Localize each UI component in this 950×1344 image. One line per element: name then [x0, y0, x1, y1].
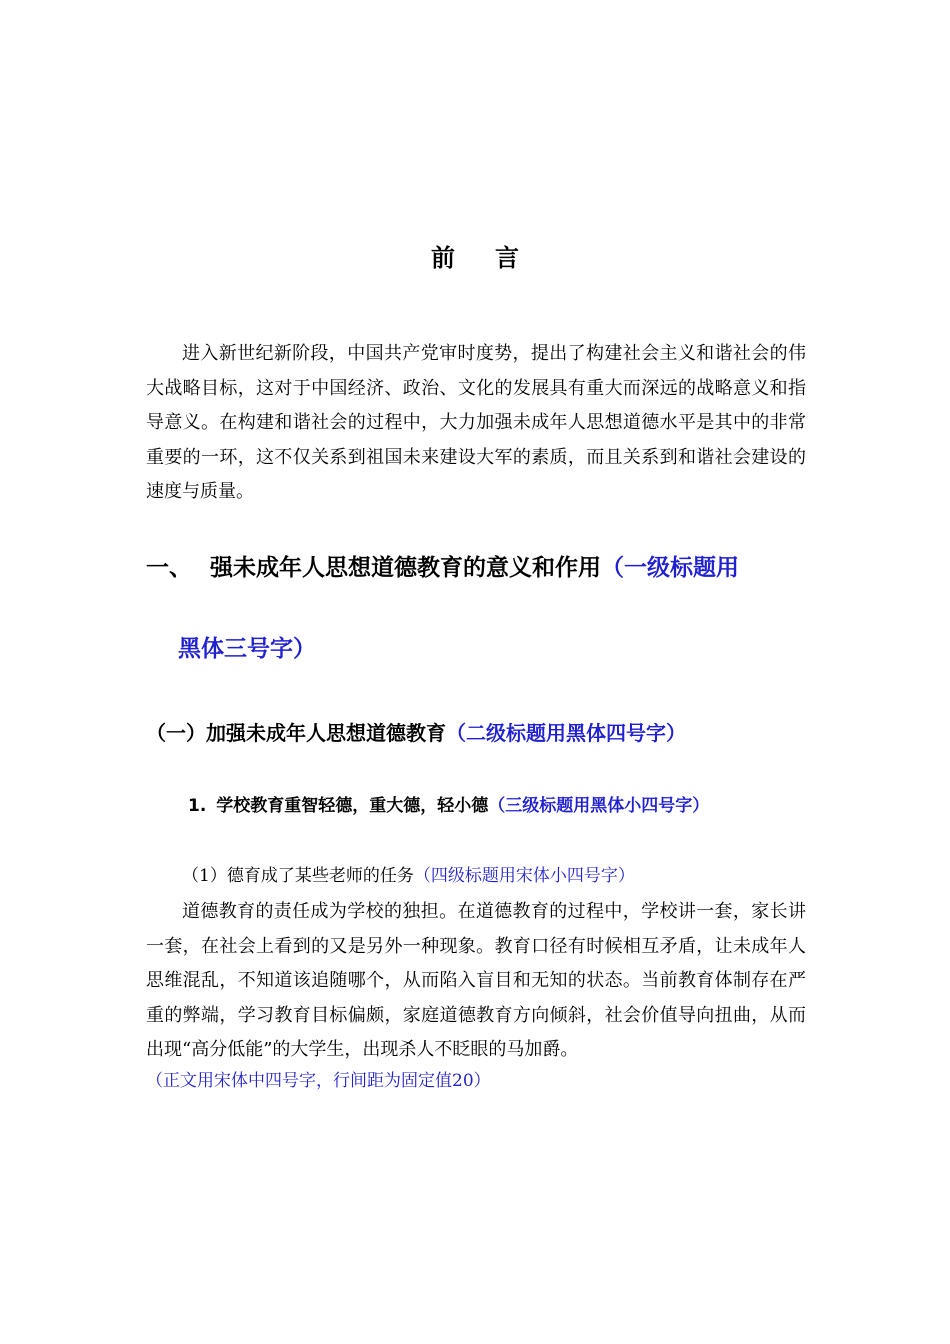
heading-4-text: （1）德育成了某些老师的任务	[182, 866, 414, 886]
heading-3-format-note: （三级标题用黑体小四号字）	[488, 796, 710, 816]
heading-level-3	[188, 792, 709, 820]
heading-3-text: 学校教育重智轻德，重大德，轻小德	[216, 796, 489, 816]
heading-4-format-note: （四级标题用宋体小四号字）	[413, 866, 635, 886]
heading-1-format-note-part2: 黑体三号字）	[178, 636, 316, 662]
title-char-1: 前	[431, 244, 455, 272]
heading-level-4	[182, 861, 635, 891]
heading-1-text: 强未成年人思想道德教育的意义和作用	[210, 555, 601, 581]
heading-3-number: 1.	[188, 796, 207, 816]
body-paragraph: 道德教育的责任成为学校的独担。在道德教育的过程中，学校讲一套，家长讲一套，在社会上看到的又是另外一种现象。教育口径有时候相互矛盾，让未成年人思维混乱，不知道该追随哪个，从而陷入盲目和无知的状态。当前教育体制存在严重的弊端，学习教育目标偏颇，家庭道德教育方向倾斜，社会价值导向扭曲，从而出现“高分低能”的大学生，出现杀人不眨眼的马加爵。	[146, 901, 806, 1060]
intro-paragraph: 进入新世纪新阶段，中国共产党审时度势，提出了构建社会主义和谐社会的伟大战略目标，这对于中国经济、政治、文化的发展具有重大而深远的战略意义和指导意义。在构建和谐社会的过程中，大力加强未成年人思想道德水平是其中的非常重要的一环，这不仅关系到祖国未来建设大军的素质，而且关系到和谐社会建设的速度与质量。	[146, 343, 806, 502]
page-title	[0, 238, 950, 273]
title-char-2: 言	[495, 244, 519, 272]
heading-2-format-note: （二级标题用黑体四号字）	[446, 721, 686, 745]
heading-1-number: 一、	[146, 555, 192, 581]
heading-2-text: （一）加强未成年人思想道德教育	[146, 721, 446, 745]
heading-1-format-note-part1: （一级标题用	[601, 555, 739, 581]
heading-level-2	[146, 716, 686, 750]
body-format-note: （正文用宋体中四号字，行间距为固定值20）	[146, 1071, 491, 1091]
heading-level-1	[146, 528, 816, 690]
